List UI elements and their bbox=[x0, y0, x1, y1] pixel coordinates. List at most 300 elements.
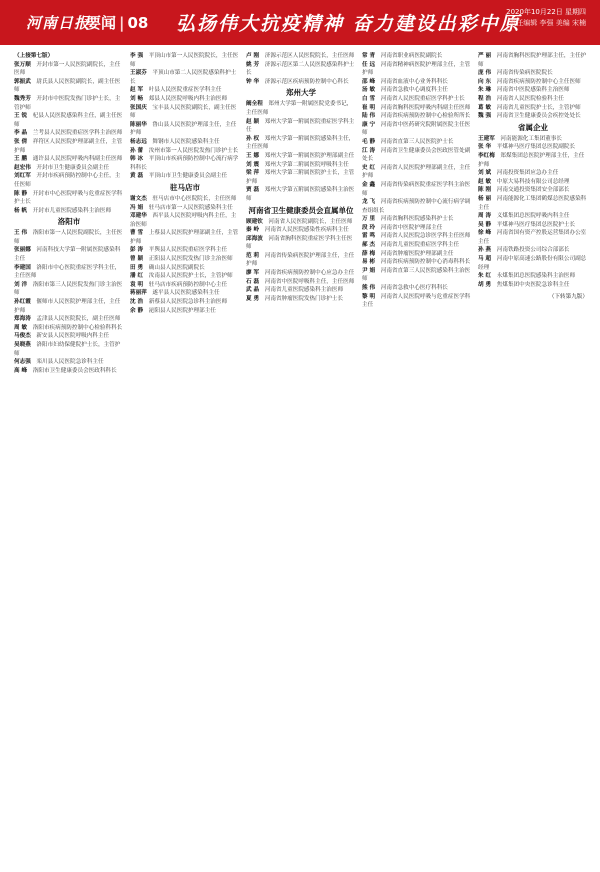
honoree-entry bbox=[362, 78, 472, 87]
honoree-entry bbox=[362, 147, 472, 164]
honoree-name: 郑海涛 bbox=[14, 316, 31, 323]
honoree-title: 河南能源化工集团鹤煤总医院感染科主任 bbox=[478, 195, 587, 211]
honoree-entry bbox=[478, 178, 588, 187]
honoree-title: 河南省卫生健康委员会疾控处处长 bbox=[496, 113, 581, 120]
honoree-title: 栾川县人民医院急诊科主任 bbox=[36, 359, 104, 366]
honoree-entry bbox=[478, 212, 588, 221]
honoree-title: 开封市疾病预防控制中心主任，主任医师 bbox=[14, 173, 121, 188]
honoree-name: 郭振武 bbox=[14, 78, 31, 85]
honoree-title: 河南省疾病预防控制中心流行病学调查组组长 bbox=[362, 199, 471, 214]
honoree-name: 王 锐 bbox=[14, 113, 28, 120]
honoree-entry bbox=[14, 129, 124, 138]
honoree-name: 梁 萍 bbox=[246, 170, 260, 177]
honoree-entry bbox=[478, 281, 588, 290]
honoree-name: 潘 红 bbox=[130, 273, 144, 280]
date-line: 2020年10月22日 星期四 bbox=[506, 8, 586, 16]
honoree-name: 石 磊 bbox=[246, 278, 260, 285]
honoree-title: 河南省传染病医院重症医学科主治医师 bbox=[362, 181, 471, 197]
honoree-entry bbox=[478, 255, 588, 272]
honoree-entry bbox=[246, 295, 356, 304]
honoree-name: 杨 帆 bbox=[14, 207, 28, 214]
honoree-name: 王 鹏 bbox=[14, 156, 28, 163]
honoree-name: 张国庆 bbox=[130, 104, 147, 111]
honoree-title: 郑州大学第一附属医院重症医学科主任 bbox=[246, 118, 355, 134]
honoree-name: 钟 华 bbox=[246, 78, 260, 85]
honoree-title: 郑州大学第一附属医院党委书记，主任医师 bbox=[246, 101, 353, 116]
honoree-title: 河南省人民医院检验科主任 bbox=[496, 95, 564, 102]
honoree-title: 永煤集团总医院感染科主治医师 bbox=[496, 273, 576, 280]
newspaper-logo: 河南日报 bbox=[26, 14, 91, 32]
honoree-name: 黄 磊 bbox=[130, 173, 144, 180]
honoree-entry bbox=[130, 138, 240, 147]
honoree-name: 秦 岭 bbox=[246, 227, 260, 234]
honoree-entry bbox=[14, 229, 124, 246]
honoree-name: 魏 强 bbox=[478, 113, 492, 120]
honoree-entry bbox=[14, 246, 124, 263]
honoree-entry bbox=[362, 86, 472, 95]
honoree-name: 史 红 bbox=[362, 164, 376, 171]
honoree-entry bbox=[478, 221, 588, 230]
column-5 bbox=[478, 52, 588, 864]
honoree-name: 刘红军 bbox=[14, 173, 31, 180]
honoree-title: 洛阳市第三人民医院发热门诊主治医师 bbox=[14, 281, 123, 297]
honoree-title: 郑煤集团总医院护理部主任，主任护师 bbox=[478, 152, 585, 168]
honoree-entry bbox=[246, 186, 356, 203]
honoree-name: 赵 颖 bbox=[246, 118, 260, 125]
section-label bbox=[86, 12, 148, 33]
honoree-entry bbox=[130, 307, 240, 316]
honoree-name: 田 勇 bbox=[130, 264, 144, 271]
honoree-title: 新蔡县人民医院急诊科主治医师 bbox=[148, 299, 228, 306]
honoree-name: 陆 伟 bbox=[362, 113, 376, 120]
honoree-entry bbox=[14, 207, 124, 216]
honoree-title: 焦煤集团中央医院急诊科主任 bbox=[496, 281, 570, 288]
honoree-entry bbox=[362, 250, 472, 259]
honoree-name: 李红梅 bbox=[478, 152, 495, 159]
honoree-entry bbox=[14, 155, 124, 164]
section-name: 要闻 bbox=[86, 14, 117, 32]
honoree-title: 河南省直第三人民医院感染科主治医师 bbox=[362, 267, 471, 283]
honoree-entry bbox=[130, 86, 240, 95]
honoree-name: 李建国 bbox=[14, 264, 31, 271]
honoree-name: 马 超 bbox=[478, 256, 492, 263]
honoree-title: 济源示范区第二人民医院感染科护士长 bbox=[246, 61, 355, 77]
honoree-entry bbox=[130, 246, 240, 255]
honoree-entry bbox=[246, 252, 356, 269]
honoree-name: 吴晓燕 bbox=[14, 342, 31, 348]
honoree-entry bbox=[14, 164, 124, 173]
honoree-title: 河南能源化工集团董事长 bbox=[500, 135, 562, 142]
honoree-entry bbox=[478, 246, 588, 255]
honoree-entry bbox=[246, 135, 356, 152]
honoree-title: 平煤神马医疗集团总医院护士长 bbox=[496, 221, 576, 228]
honoree-name: 赵 敏 bbox=[478, 178, 492, 185]
honoree-title: 河南省中医院护理部主任 bbox=[380, 224, 443, 231]
honoree-entry bbox=[246, 278, 356, 287]
honoree-name: 何志强 bbox=[14, 359, 31, 366]
honoree-name: 张丽娜 bbox=[14, 247, 31, 254]
honoree-name: 万 里 bbox=[362, 216, 376, 223]
honoree-name: 龙 飞 bbox=[362, 199, 376, 206]
honoree-name: 蒋丽萍 bbox=[130, 290, 147, 297]
honoree-entry bbox=[362, 224, 472, 233]
honoree-name: 廖 军 bbox=[246, 270, 260, 277]
honoree-name: 范 莉 bbox=[246, 252, 260, 259]
honoree-title: 河南省儿童医院重症医学科主任 bbox=[380, 242, 460, 249]
honoree-name: 邱海波 bbox=[246, 235, 263, 242]
honoree-entry bbox=[478, 112, 588, 121]
honoree-name: 徐 峰 bbox=[478, 230, 492, 237]
honoree-name: 朱 红 bbox=[478, 273, 492, 280]
column-3 bbox=[246, 52, 356, 864]
honoree-entry bbox=[130, 121, 240, 138]
honoree-name: 薛 梅 bbox=[362, 250, 376, 257]
honoree-entry bbox=[130, 195, 240, 204]
honoree-entry bbox=[130, 155, 240, 172]
honoree-title: 鲁山县人民医院护理部主任，主任护师 bbox=[130, 121, 237, 137]
honoree-title: 河南省血液中心业务科科长 bbox=[380, 78, 448, 85]
honoree-entry bbox=[246, 226, 356, 235]
honoree-name: 顾建钦 bbox=[246, 218, 263, 225]
honoree-entry bbox=[362, 104, 472, 113]
honoree-title: 郑州大学第二附属医院呼吸科主任 bbox=[264, 161, 349, 168]
honoree-name: 尹 娟 bbox=[362, 267, 376, 274]
honoree-title: 尉氏县人民医院副院长，副主任医师 bbox=[14, 78, 121, 94]
honoree-title: 济源示范区人民医院院长，主任医师 bbox=[264, 53, 355, 59]
honoree-title: 洛阳市疾病预防控制中心检验科科长 bbox=[32, 324, 123, 331]
honoree-title: 孟津县人民医院院长，副主任医师 bbox=[36, 316, 121, 323]
honoree-entry bbox=[14, 264, 124, 281]
honoree-entry bbox=[14, 358, 124, 367]
honoree-name: 陈丽华 bbox=[130, 121, 147, 128]
honoree-title: 正阳县人民医院发热门诊主治医师 bbox=[148, 256, 233, 263]
column-4 bbox=[362, 52, 472, 864]
honoree-entry bbox=[362, 181, 472, 198]
honoree-title: 河南省急救中心调度科主任 bbox=[380, 87, 448, 94]
honoree-entry bbox=[362, 215, 472, 224]
honoree-title: 舞钢市人民医院感染科主任 bbox=[152, 138, 220, 145]
honoree-title: 宝丰县人民医院副院长，副主任医师 bbox=[130, 104, 237, 120]
honoree-title: 平顶山市卫生健康委员会副主任 bbox=[148, 173, 228, 180]
honoree-name: 沈 浩 bbox=[130, 299, 144, 306]
honoree-name: 张万顺 bbox=[14, 61, 31, 68]
honoree-title: 河南省职业病医院副院长 bbox=[380, 53, 443, 59]
honoree-entry bbox=[130, 172, 240, 181]
honoree-entry bbox=[362, 198, 472, 215]
honoree-name: 常 青 bbox=[362, 53, 376, 59]
honoree-title: 上蔡县人民医院护理部副主任，主管护师 bbox=[130, 230, 239, 245]
honoree-entry bbox=[478, 143, 588, 152]
honoree-name: 李 晶 bbox=[14, 130, 28, 137]
honoree-name: 陈 静 bbox=[14, 190, 28, 197]
honoree-entry bbox=[130, 104, 240, 121]
editors-line: 责任编辑 李强 美编 宋楠 bbox=[509, 19, 586, 27]
honoree-entry bbox=[362, 241, 472, 250]
honoree-entry bbox=[362, 121, 472, 138]
honoree-entry bbox=[362, 293, 472, 310]
honoree-title: 新安县人民医院呼吸内科主任 bbox=[36, 333, 110, 340]
honoree-name: 熊 伟 bbox=[362, 285, 376, 292]
honoree-name: 金 鑫 bbox=[362, 181, 376, 188]
honoree-entry bbox=[478, 186, 588, 195]
honoree-entry bbox=[478, 78, 588, 87]
honoree-entry bbox=[14, 95, 124, 112]
honoree-entry bbox=[14, 138, 124, 155]
honoree-entry bbox=[478, 69, 588, 78]
honoree-title: 济源示范区疾病预防控制中心科长 bbox=[264, 78, 349, 85]
honoree-name: 姚 芳 bbox=[246, 61, 260, 68]
page-headline: 弘扬伟大抗疫精神 奋力建设出彩中原 bbox=[176, 13, 521, 35]
honoree-entry bbox=[14, 315, 124, 324]
honoree-title: 平煤神马医疗集团总医院副院长 bbox=[496, 144, 576, 151]
honoree-entry bbox=[246, 61, 356, 78]
honoree-name: 严 丽 bbox=[478, 53, 492, 59]
honoree-title: 河南省人民医院呼吸与危重症医学科主任 bbox=[362, 293, 471, 309]
honoree-entry bbox=[130, 289, 240, 298]
honoree-entry bbox=[14, 281, 124, 298]
column-1 bbox=[14, 52, 124, 864]
honoree-entry bbox=[14, 190, 124, 207]
honoree-title: 汝州市第一人民医院发热门诊护士长 bbox=[148, 147, 239, 154]
honoree-title: 河南省人民医院护理部副主任，主任护师 bbox=[362, 164, 471, 180]
honoree-name: 刘 斌 bbox=[478, 170, 492, 177]
honoree-title: 驻马店市中心医院院长，主任医师 bbox=[152, 195, 237, 202]
honoree-name: 周 敏 bbox=[14, 324, 28, 331]
honoree-name: 冯 娟 bbox=[130, 204, 144, 211]
honoree-title: 河南省肿瘤医院护理部副主任 bbox=[380, 250, 454, 257]
honoree-entry bbox=[14, 61, 124, 78]
honoree-entry bbox=[130, 204, 240, 213]
honoree-name: 朱 琳 bbox=[478, 87, 492, 94]
honoree-name: 周 涛 bbox=[478, 213, 492, 220]
honoree-title: 开封市卫生健康委员会副主任 bbox=[36, 164, 110, 171]
honoree-entry bbox=[130, 298, 240, 307]
honoree-name: 王 伟 bbox=[14, 230, 28, 237]
honoree-title: 通许县人民医院呼吸内科副主任医师 bbox=[32, 156, 123, 163]
honoree-title: 河南交通投资集团安全部部长 bbox=[496, 187, 570, 194]
honoree-entry bbox=[362, 267, 472, 284]
honoree-name: 孙 蕾 bbox=[130, 147, 144, 154]
subsection-heading: 河南省卫生健康委员会直属单位 bbox=[248, 205, 354, 215]
honoree-entry bbox=[130, 69, 240, 86]
honoree-entry bbox=[362, 112, 472, 121]
honoree-name: 王 娜 bbox=[246, 152, 260, 159]
honoree-entry bbox=[130, 255, 240, 264]
honoree-name: 雷 鸣 bbox=[362, 233, 376, 240]
honoree-title: 义煤集团总医院呼吸内科主任 bbox=[496, 213, 570, 220]
honoree-name: 韩 冰 bbox=[130, 156, 144, 163]
continuation-note: （下转第九版） bbox=[548, 294, 588, 301]
honoree-title: 河南铁路投资公司综合部部长 bbox=[496, 247, 570, 254]
honoree-title: 河南省国有资产控股运营集团办公室主任 bbox=[478, 230, 587, 245]
honoree-title: 平顶山市第二人民医院感染科护士长 bbox=[130, 70, 237, 85]
column-2 bbox=[130, 52, 240, 864]
honoree-title: 驻马店市疾病预防控制中心主任 bbox=[148, 281, 228, 288]
honoree-title: 河南省人民医院副院长，主任医师 bbox=[268, 218, 353, 225]
honoree-entry bbox=[478, 95, 588, 104]
honoree-name: 曾 颖 bbox=[130, 256, 144, 263]
honoree-name: 吴 静 bbox=[478, 221, 492, 228]
honoree-name: 毛 静 bbox=[362, 138, 376, 145]
honoree-name: 赵 军 bbox=[130, 87, 144, 94]
honoree-entry bbox=[362, 284, 472, 293]
honoree-name: 杨 丽 bbox=[478, 195, 492, 202]
honoree-title: 河南省中医院呼吸科主任，主任医师 bbox=[264, 278, 355, 285]
honoree-entry bbox=[14, 172, 124, 189]
honoree-name: 杨志远 bbox=[130, 138, 147, 145]
honoree-name: 卢 刚 bbox=[246, 53, 260, 59]
honoree-name: 魏秀芳 bbox=[14, 95, 31, 102]
honoree-title: 河南中原高速公路股份有限公司副总经理 bbox=[478, 256, 587, 271]
honoree-title: 洛阳市第一人民医院副院长，主任医师 bbox=[14, 230, 123, 245]
honoree-title: 平舆县人民医院重症医学科主任 bbox=[148, 247, 228, 254]
honoree-name: 李 强 bbox=[130, 53, 144, 59]
honoree-entry bbox=[14, 341, 124, 358]
honoree-title: 遂平县人民医院感染科主任 bbox=[152, 290, 220, 297]
honoree-name: 袁 明 bbox=[130, 281, 144, 288]
honoree-entry bbox=[478, 152, 588, 169]
honoree-title: 郑州大学第五附属医院感染科主治医师 bbox=[246, 187, 355, 202]
honoree-title: 河南省儿童医院护士长，主管护师 bbox=[496, 104, 581, 111]
page-number: 08 bbox=[127, 14, 149, 32]
page-header-banner bbox=[0, 0, 600, 45]
honoree-entry bbox=[478, 52, 588, 69]
honoree-name: 白 雪 bbox=[362, 95, 376, 102]
honoree-entry bbox=[478, 86, 588, 95]
honoree-name: 夏 勇 bbox=[246, 295, 260, 302]
honoree-title: 河南省胸科医院呼吸内科副主任医师 bbox=[380, 104, 471, 111]
honoree-name: 易 彬 bbox=[362, 259, 376, 266]
honoree-title: 河南投资集团应急办主任 bbox=[496, 170, 559, 177]
honoree-title: 河南省中医院感染科主治医师 bbox=[496, 87, 570, 94]
honoree-entry bbox=[130, 272, 240, 281]
honoree-name: 武 晶 bbox=[246, 287, 260, 294]
honoree-title: 河南省疾病预防控制中心检验所所长 bbox=[380, 113, 471, 120]
honoree-title: 河南省直第三人民医院护士长 bbox=[380, 138, 454, 145]
honoree-entry bbox=[246, 269, 356, 278]
honoree-name: 高 峰 bbox=[14, 367, 28, 374]
honoree-title: 汝南县人民医院护士长，主管护师 bbox=[148, 273, 233, 280]
honoree-entry bbox=[246, 161, 356, 170]
honoree-entry bbox=[246, 52, 356, 61]
honoree-entry bbox=[246, 152, 356, 161]
honoree-name: 崔 明 bbox=[362, 104, 376, 111]
honoree-name: 郝 杰 bbox=[362, 242, 376, 249]
honoree-entry bbox=[478, 169, 588, 178]
honoree-title: 河南省疾病预防控制中心主任医师 bbox=[496, 78, 581, 85]
honoree-name: 赵宏伟 bbox=[14, 164, 31, 171]
honoree-title: 开封市中医院发热门诊护士长，主管护师 bbox=[14, 95, 121, 111]
honoree-name: 胡 勇 bbox=[478, 281, 492, 288]
honoree-name: 余 静 bbox=[130, 307, 144, 314]
honoree-name: 孙 燕 bbox=[478, 247, 492, 254]
honoree-name: 彭 涛 bbox=[130, 247, 144, 254]
section-divider: | bbox=[119, 14, 125, 32]
honoree-name: 任 远 bbox=[362, 61, 376, 68]
honoree-title: 开封市第一人民医院副院长，主任医师 bbox=[14, 61, 121, 77]
honoree-title: 河南省人民医院重症医学科护士长 bbox=[380, 95, 465, 102]
honoree-name: 葛 敏 bbox=[478, 104, 492, 111]
honoree-entry bbox=[14, 298, 124, 315]
honoree-name: 段 玲 bbox=[362, 224, 376, 231]
honoree-name: 曹 雪 bbox=[130, 230, 144, 237]
honoree-name: 汤 敏 bbox=[362, 87, 376, 94]
honoree-name: 邓建华 bbox=[130, 213, 147, 220]
honoree-entry bbox=[14, 332, 124, 341]
honoree-name: （上接第七版） bbox=[14, 53, 51, 59]
honoree-entry bbox=[246, 286, 356, 295]
honoree-entry bbox=[478, 229, 588, 246]
honoree-title: 河南省卫生健康委员会医政医管处副处长 bbox=[362, 147, 471, 163]
honoree-entry bbox=[362, 95, 472, 104]
honoree-entry bbox=[362, 164, 472, 181]
honoree-title: 开封市儿童医院感染科主治医师 bbox=[32, 207, 112, 214]
honoree-name: 向 东 bbox=[478, 78, 492, 85]
honoree-name: 邵 峰 bbox=[362, 78, 376, 85]
honoree-entry bbox=[14, 78, 124, 95]
honoree-title: 河南省肿瘤医院发热门诊护士长 bbox=[264, 295, 344, 302]
subsection-heading: 郑州大学 bbox=[286, 88, 316, 98]
honoree-entry bbox=[362, 52, 472, 61]
honoree-name: 孙红霞 bbox=[14, 299, 31, 306]
honoree-entry bbox=[130, 212, 240, 229]
honoree-entry bbox=[130, 52, 240, 69]
honoree-title: 河南省疾病预防控制中心应急办主任 bbox=[264, 270, 355, 277]
honoree-name: 江 涛 bbox=[362, 147, 376, 154]
honoree-entry bbox=[246, 218, 356, 227]
honoree-name: 贾 磊 bbox=[246, 187, 260, 194]
honoree-title: 中原大易科技有限公司总经理 bbox=[496, 178, 570, 185]
honoree-title: 兰考县人民医院重症医学科主治医师 bbox=[32, 130, 123, 137]
honoree-entry bbox=[246, 100, 356, 117]
honoree-title: 洛阳市妇幼保健院护士长，主管护师 bbox=[14, 342, 121, 357]
honoree-title: 河南省胸科医院重症医学科主任医师 bbox=[246, 235, 353, 251]
honoree-name: 黎 明 bbox=[362, 293, 376, 300]
honoree-title: 河南省疾病预防控制中心消毒科科长 bbox=[380, 259, 471, 266]
honoree-entry bbox=[478, 195, 588, 212]
honoree-name: 陈 刚 bbox=[478, 187, 492, 194]
honoree-title: 河南省传染病医院院长 bbox=[496, 70, 553, 77]
honoree-title: 确山县人民医院副院长 bbox=[148, 264, 205, 271]
honoree-title: 洛阳市卫生健康委员会医政科科长 bbox=[32, 367, 117, 374]
honoree-entry bbox=[14, 324, 124, 333]
honoree-title: 河南省人民医院急诊医学科主任医师 bbox=[380, 233, 471, 240]
honoree-title: 偃师市人民医院护理部主任，主任护师 bbox=[14, 299, 121, 314]
subsection-heading: 驻马店市 bbox=[170, 182, 200, 192]
honoree-title: 河南省儿童医院感染科主治医师 bbox=[264, 287, 344, 294]
honoree-name: 王淑芬 bbox=[130, 70, 147, 77]
honoree-entry bbox=[478, 135, 588, 144]
honoree-name: 张 倩 bbox=[14, 138, 28, 145]
honoree-entry bbox=[246, 235, 356, 252]
honoree-name: 刘 震 bbox=[246, 161, 260, 168]
honoree-name: 阚全程 bbox=[246, 101, 263, 108]
honoree-name: 马俊杰 bbox=[14, 333, 31, 340]
honoree-title: 郑州大学第一附属医院护理部副主任 bbox=[264, 152, 355, 159]
honoree-entry bbox=[246, 118, 356, 135]
honoree-name: 刘 洋 bbox=[14, 281, 28, 288]
honoree-name: 张 华 bbox=[478, 144, 492, 151]
honoree-entry bbox=[362, 232, 472, 241]
honoree-entry bbox=[362, 258, 472, 267]
honoree-title: 河南科技大学第一附属医院感染科主任 bbox=[14, 247, 121, 263]
honoree-title: 河南省中医药研究院附属医院主任医师 bbox=[362, 121, 471, 137]
honoree-title: 郏县人民医院呼吸内科主治医师 bbox=[148, 95, 228, 102]
honoree-entry bbox=[478, 272, 588, 281]
honoree-title: 西平县人民医院呼吸内科主任，主治医师 bbox=[130, 213, 237, 228]
honoree-title: 开封市中心医院呼吸与危重症医学科护士长 bbox=[14, 190, 123, 206]
honoree-title: 平顶山市第一人民医院院长，主任医师 bbox=[130, 53, 239, 68]
